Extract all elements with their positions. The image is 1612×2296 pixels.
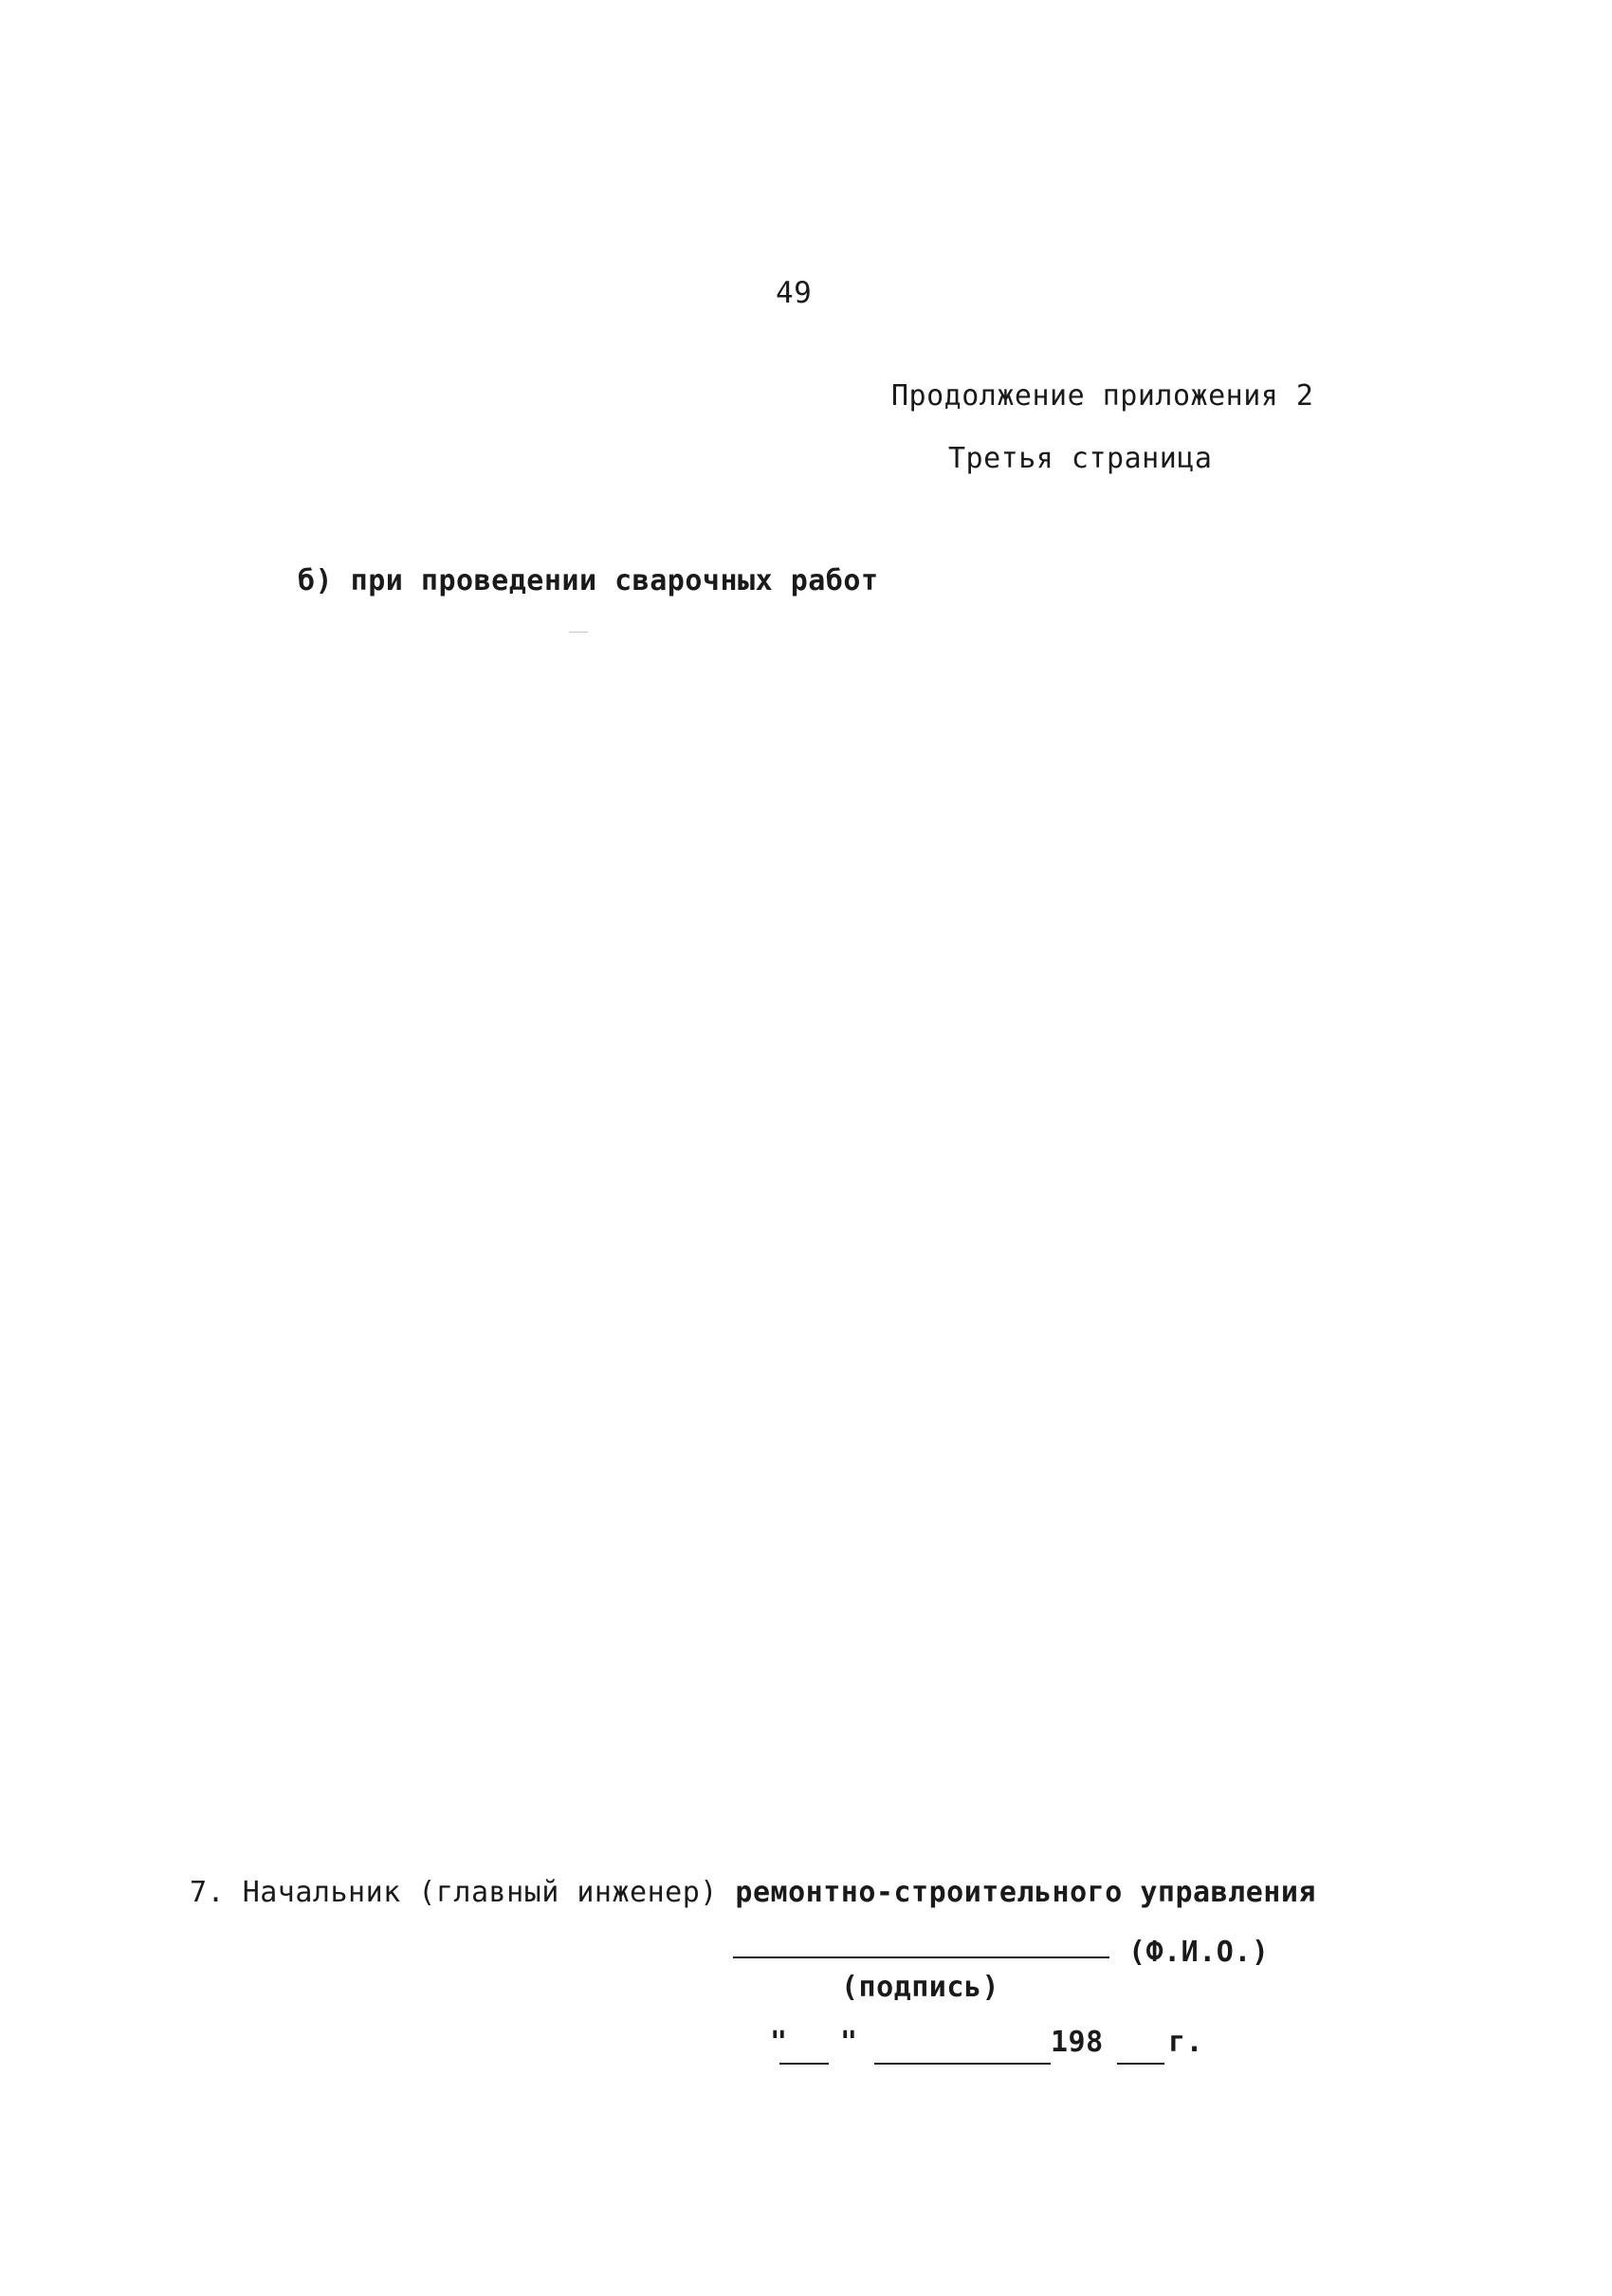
month-blank bbox=[874, 2063, 1051, 2065]
day-blank bbox=[779, 2063, 829, 2065]
date-row bbox=[770, 2026, 1225, 2066]
item-number: 7. bbox=[190, 1876, 226, 1909]
appendix-title: Продолжение приложения 2 bbox=[891, 379, 1314, 413]
section-heading: б) при проведении сварочных работ bbox=[298, 564, 879, 597]
signatory-organization: ремонтно-строительного управления bbox=[735, 1876, 1316, 1909]
signature-line bbox=[733, 1956, 1109, 1958]
fio-label: (Ф.И.О.) bbox=[1128, 1936, 1270, 1969]
date-open-quote: " bbox=[770, 2026, 788, 2059]
signature-caption: (подпись) bbox=[841, 1971, 1000, 2004]
signatory-line bbox=[190, 1876, 1316, 1909]
signatory-title: Начальник (главный инженер) bbox=[242, 1876, 718, 1909]
year-blank bbox=[1117, 2063, 1164, 2065]
scan-mark bbox=[569, 632, 588, 633]
page-number: 49 bbox=[776, 276, 813, 310]
date-close-quote: " bbox=[840, 2026, 858, 2059]
year-prefix: 198 bbox=[1051, 2026, 1104, 2059]
page-caption: Третья страница bbox=[948, 442, 1213, 475]
year-suffix: г. bbox=[1168, 2026, 1204, 2059]
